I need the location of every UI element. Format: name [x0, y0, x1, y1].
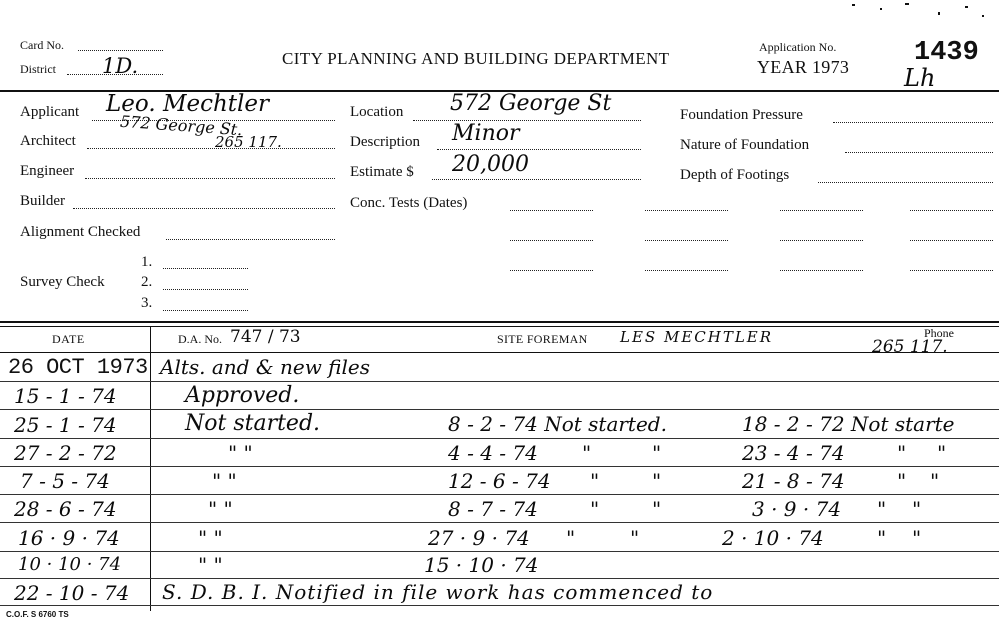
- da-no-value: 747 / 73: [230, 327, 301, 347]
- foundation-pressure-label: Foundation Pressure: [680, 107, 803, 123]
- phone-label: Phone: [924, 326, 954, 340]
- log-row-date: 7 - 5 - 74: [20, 469, 110, 493]
- depth-of-footings-label: Depth of Footings: [680, 167, 790, 183]
- application-number: 1439: [914, 38, 979, 68]
- log-row-ditto: ": [590, 469, 600, 493]
- log-row-ditto: ": [566, 526, 576, 550]
- location-value: 572 George St: [450, 91, 612, 116]
- conc-line-r2-1: [510, 240, 593, 241]
- row-line: [0, 578, 999, 579]
- row-line: [0, 438, 999, 439]
- estimate-label: Estimate $: [350, 164, 414, 180]
- initials: Lh: [904, 64, 936, 92]
- description-value: Minor: [452, 121, 520, 146]
- log-row-entry: 2 · 10 · 74: [722, 526, 824, 550]
- log-row-entry: " ": [208, 497, 233, 521]
- log-row-entry: 8 - 7 - 74: [448, 497, 538, 521]
- conc-line-r2-4: [910, 240, 993, 241]
- log-row-entry: 23 - 4 - 74: [742, 441, 845, 465]
- scan-speck: [905, 3, 909, 5]
- applicant-label: Applicant: [20, 104, 80, 120]
- log-row-entry: 8 - 2 - 74 Not started.: [448, 412, 667, 436]
- log-row-entry: Approved.: [185, 383, 300, 408]
- section-rule-top: [0, 321, 999, 323]
- log-row-entry: Alts. and & new files: [160, 355, 371, 379]
- conc-tests-label: Conc. Tests (Dates): [350, 195, 468, 211]
- log-row-entry: " ": [228, 441, 253, 465]
- builder-label: Builder: [20, 193, 65, 209]
- depth-of-footings-line: [818, 182, 993, 183]
- conc-line-r1-3: [780, 210, 863, 211]
- card-no-label: Card No.: [20, 38, 64, 52]
- engineer-label: Engineer: [20, 163, 75, 179]
- alignment-line: [166, 239, 335, 240]
- survey-number-2: 2.: [141, 274, 153, 290]
- estimate-line: [432, 179, 641, 180]
- conc-line-r3-2: [645, 270, 728, 271]
- log-row-ditto: ": [652, 441, 662, 465]
- conc-line-r2-2: [645, 240, 728, 241]
- log-row-ditto: ": [630, 526, 640, 550]
- location-label: Location: [350, 104, 404, 120]
- log-row-entry: 15 · 10 · 74: [424, 553, 539, 577]
- application-no-label: Application No.: [759, 40, 837, 54]
- survey-number-1: 1.: [141, 254, 153, 270]
- log-row-entry: 4 - 4 - 74: [448, 441, 538, 465]
- row-line: [0, 522, 999, 523]
- scan-speck: [965, 6, 968, 8]
- architect-value-line2: 265 117.: [215, 133, 282, 151]
- da-no-label: D.A. No.: [178, 332, 222, 346]
- row-line: [0, 551, 999, 552]
- log-row-date: 27 - 2 - 72: [14, 441, 117, 465]
- conc-line-r1-1: [510, 210, 593, 211]
- description-line: [437, 149, 641, 150]
- log-row-entry: 27 · 9 · 74: [428, 526, 530, 550]
- log-row-entry: " ": [198, 553, 223, 577]
- survey-line-3: [163, 310, 248, 311]
- department-title: CITY PLANNING AND BUILDING DEPARTMENT: [282, 49, 670, 68]
- log-row-date: 26 OCT 1973: [8, 355, 148, 380]
- scan-speck: [938, 12, 940, 15]
- log-row-entry: " ": [212, 469, 237, 493]
- location-line: [413, 120, 641, 121]
- log-row-ditto: ": [877, 497, 887, 521]
- builder-line: [73, 208, 335, 209]
- date-header: DATE: [52, 332, 85, 346]
- nature-of-foundation-line: [845, 152, 993, 153]
- description-label: Description: [350, 134, 420, 150]
- conc-line-r1-4: [910, 210, 993, 211]
- log-row-entry: 12 - 6 - 74: [448, 469, 551, 493]
- district-value: 1D.: [102, 54, 139, 78]
- conc-line-r3-1: [510, 270, 593, 271]
- log-row-ditto: ": [930, 469, 940, 493]
- card-no-line: [78, 50, 163, 51]
- row-line: [0, 409, 999, 410]
- log-row-date: 22 - 10 - 74: [14, 581, 130, 605]
- log-row-date: 10 · 10 · 74: [18, 554, 122, 575]
- architect-value-line1: 572 George St.: [119, 111, 243, 140]
- form-code: C.O.F. S 6760 TS: [6, 610, 69, 619]
- log-row-date: 28 - 6 - 74: [14, 497, 117, 521]
- log-row-ditto: ": [652, 469, 662, 493]
- conc-line-r3-3: [780, 270, 863, 271]
- log-row-ditto: ": [590, 497, 600, 521]
- foundation-pressure-line: [833, 122, 993, 123]
- architect-line: [87, 148, 335, 149]
- log-row-ditto: ": [652, 497, 662, 521]
- log-row-ditto: ": [912, 526, 922, 550]
- scan-speck: [880, 8, 882, 10]
- log-row-entry: S. D. B. I. Notified in file work has commenced to: [162, 580, 714, 604]
- log-row-ditto: ": [582, 441, 592, 465]
- log-row-ditto: ": [912, 497, 922, 521]
- estimate-value: 20,000: [452, 152, 529, 177]
- date-column-divider: [150, 326, 151, 611]
- conc-line-r3-4: [910, 270, 993, 271]
- log-row-ditto: ": [937, 441, 947, 465]
- log-row-ditto: ": [877, 526, 887, 550]
- log-row-date: 25 - 1 - 74: [14, 413, 117, 437]
- site-foreman-value: LES MECHTLER: [620, 328, 774, 346]
- log-row-date: 15 - 1 - 74: [14, 384, 117, 408]
- survey-label: Survey Check: [20, 274, 105, 290]
- conc-line-r2-3: [780, 240, 863, 241]
- nature-of-foundation-label: Nature of Foundation: [680, 137, 810, 153]
- log-row-entry: 3 · 9 · 74: [752, 497, 842, 521]
- conc-line-r1-2: [645, 210, 728, 211]
- site-foreman-label: SITE FOREMAN: [497, 332, 588, 346]
- scan-speck: [982, 15, 984, 17]
- year-label: YEAR 1973: [757, 57, 850, 77]
- survey-line-2: [163, 289, 248, 290]
- log-row-ditto: ": [897, 441, 907, 465]
- log-row-entry: " ": [198, 526, 223, 550]
- alignment-label: Alignment Checked: [20, 224, 141, 240]
- district-label: District: [20, 62, 56, 76]
- log-row-entry: Not started.: [185, 411, 321, 436]
- row-line: [0, 466, 999, 467]
- survey-number-3: 3.: [141, 295, 153, 311]
- row-line: [0, 605, 999, 606]
- scan-speck: [852, 4, 855, 6]
- log-row-entry: 21 - 8 - 74: [742, 469, 845, 493]
- engineer-line: [85, 178, 335, 179]
- survey-line-1: [163, 268, 248, 269]
- phone-value: 265 117.: [872, 337, 948, 357]
- log-row-ditto: ": [897, 469, 907, 493]
- log-row-date: 16 · 9 · 74: [18, 526, 120, 550]
- row-line: [0, 381, 999, 382]
- applicant-value: Leo. Mechtler: [106, 91, 270, 117]
- architect-label: Architect: [20, 133, 76, 149]
- log-row-entry: 18 - 2 - 72 Not starte: [742, 412, 955, 436]
- row-line: [0, 494, 999, 495]
